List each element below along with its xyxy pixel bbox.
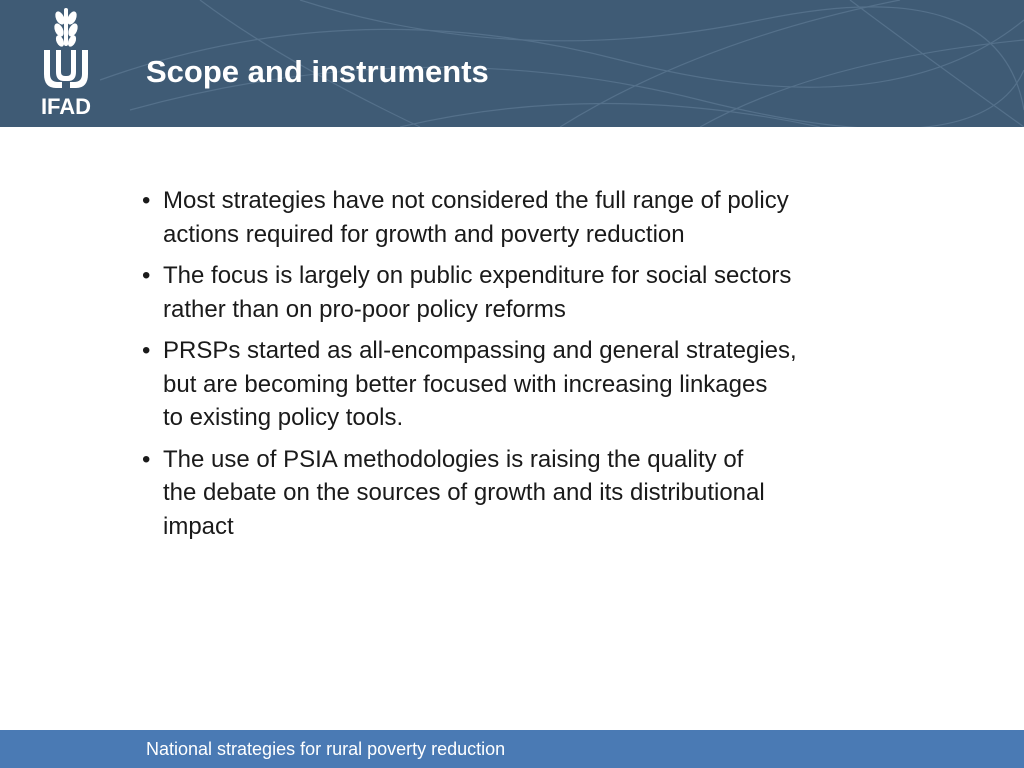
bullet-item xyxy=(140,443,940,544)
bullet-line: actions required for growth and poverty reduction xyxy=(163,220,685,248)
bullet-line: the debate on the sources of growth and its distributional xyxy=(163,479,765,506)
bullet-line: to existing policy tools. xyxy=(163,404,404,431)
bullet-line: but are becoming better focused with increasing linkages xyxy=(163,370,768,398)
bullet-item xyxy=(140,334,940,435)
bullet-line: PRSPs started as all-encompassing and general strategies, xyxy=(163,337,797,364)
bullet-item xyxy=(140,259,940,326)
bullet-line: The use of PSIA methodologies is raising the quality of xyxy=(163,445,744,473)
bullet-item xyxy=(140,184,940,251)
logo-text: IFAD xyxy=(40,94,92,119)
bullet-line: rather than on pro-poor policy reforms xyxy=(163,295,566,323)
bullet-line: impact xyxy=(163,512,234,540)
bullet-list xyxy=(140,184,940,551)
slide-footer xyxy=(0,730,1024,768)
slide-title: Scope and instruments xyxy=(146,54,489,89)
footer-text: National strategies for rural poverty reduction xyxy=(146,739,506,759)
bullet-dot-icon: • xyxy=(142,337,151,364)
ifad-wheat-icon xyxy=(30,6,102,94)
slide-header xyxy=(0,0,1024,127)
bullet-line: Most strategies have not considered the full range of policy xyxy=(163,187,789,214)
ifad-logo xyxy=(30,6,102,122)
bullet-dot-icon: • xyxy=(142,445,151,473)
bullet-dot-icon: • xyxy=(142,262,151,289)
bullet-dot-icon: • xyxy=(142,187,151,214)
bullet-line: The focus is largely on public expenditure for social sectors xyxy=(163,262,792,289)
